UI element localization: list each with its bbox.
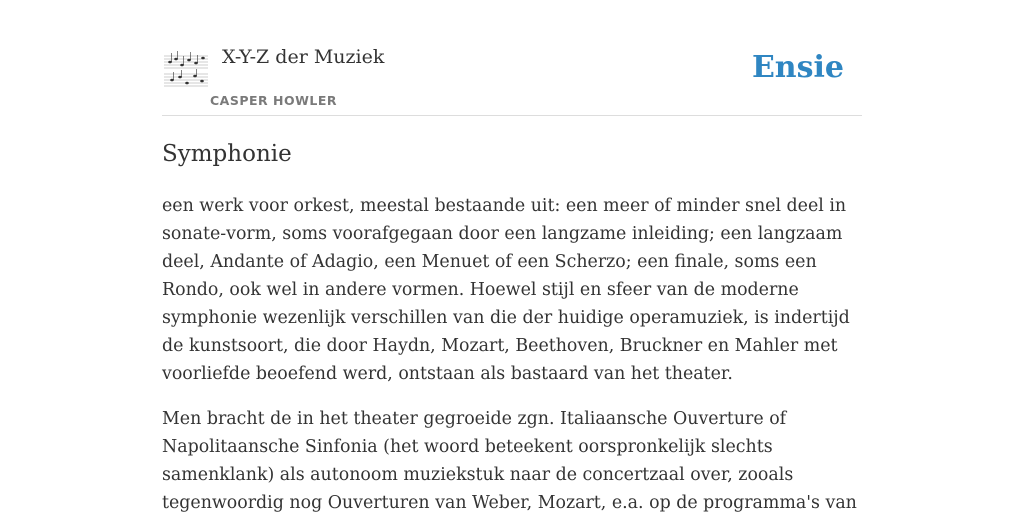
article-paragraph-1: een werk voor orkest, meestal bestaande uit: een meer of minder snel deel in sonate-vorm, soms voorafgegaan door een langzame inleiding; een langzaam deel, Andante of Adagio, een Menuet of een Scherzo; een finale, soms een Rondo, ook wel in andere vormen. Hoewel stijl en sfeer van de moderne symphonie wezenlijk verschillen van die der huidige operamuziek, is indertijd de kunstsoort, die door Haydn, Mozart, Beethoven, Bruckner en Mahler met voorliefde beoefend werd, ontstaan als bastaard van het theater. [162,196,850,384]
book-title[interactable]: X-Y-Z der Muziek [222,46,385,68]
sheet-music-thumbnail-icon[interactable] [162,46,210,90]
article-title: Symphonie [162,141,292,167]
header [162,40,862,116]
article-paragraph-2: Men bracht de in het theater gegroeide zgn. Italiaansche Ouverture of Napolitaansche Sinfonia (het woord beteekent oorspronkelijk slechts samenklank) als autonoom muziekstuk naar de concertzaal over, zooals tegenwoordig nog Ouverturen van Weber, Mozart, e.a. op de programma's van [162,409,857,512]
brand-logo[interactable]: Ensie [751,50,844,85]
author-name[interactable]: CASPER HOWLER [210,93,338,108]
article [162,138,862,512]
